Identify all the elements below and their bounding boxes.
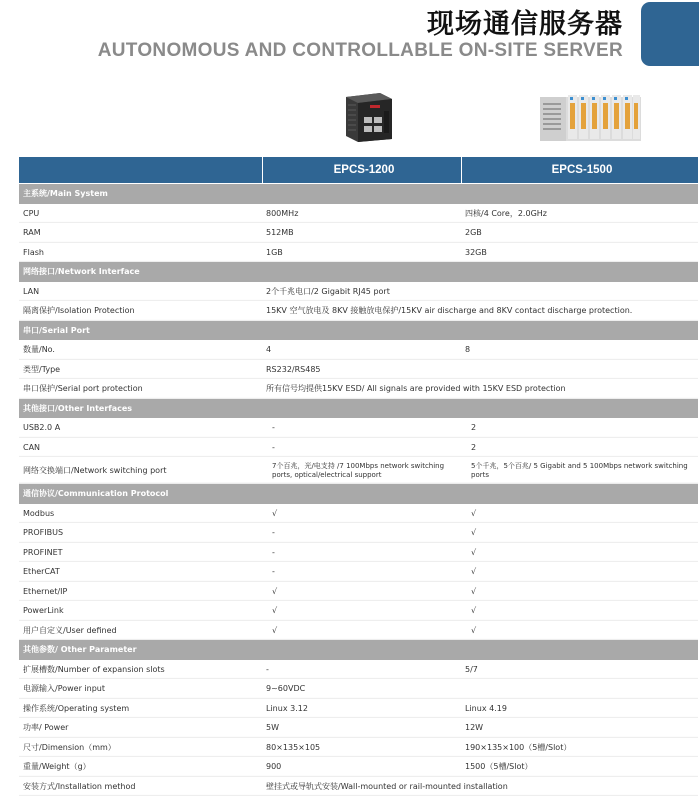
row-label: 安装方式/Installation method xyxy=(23,781,136,791)
table-row xyxy=(19,621,698,641)
epcs-1500-value: √ xyxy=(471,567,477,577)
epcs-1500-value: √ xyxy=(471,528,477,538)
shared-value-cell: 所有信号均提供15KV ESD/ All signals are provided with 15KV ESD protection xyxy=(266,384,566,394)
page-title-chinese: 现场通信服务器 xyxy=(427,9,623,40)
epcs-1200-value: 800MHz xyxy=(266,208,299,218)
row-label: CAN xyxy=(23,442,41,452)
epcs-1500-value: 32GB xyxy=(465,247,487,257)
epcs-1500-value: 1500（5槽/Slot） xyxy=(465,762,533,772)
shared-value-cell: 壁挂式或导轨式安装/Wall-mounted or rail-mounted installation xyxy=(266,781,508,791)
section-header: 其他参数/ Other Parameter xyxy=(19,640,698,660)
table-row xyxy=(19,340,698,360)
row-label: USB2.0 A xyxy=(23,423,61,433)
table-row xyxy=(19,543,698,563)
row-label: RAM xyxy=(23,228,41,238)
table-row xyxy=(19,660,698,680)
section-header: 通信协议/Communication Protocol xyxy=(19,484,698,504)
row-label: 隔离保护/Isolation Protection xyxy=(23,306,135,316)
table-row xyxy=(19,379,698,399)
row-label: Flash xyxy=(23,247,44,257)
epcs-1500-value: 2GB xyxy=(465,228,482,238)
epcs-1500-value: 四核/4 Core，2.0GHz xyxy=(465,208,547,218)
row-label: PowerLink xyxy=(23,606,64,616)
epcs-1200-value: Linux 3.12 xyxy=(266,703,308,713)
page-title-english: AUTONOMOUS AND CONTROLLABLE ON-SITE SERVER xyxy=(97,40,623,61)
epcs-1200-value: - xyxy=(272,547,275,557)
table-row xyxy=(19,360,698,380)
table-row xyxy=(19,777,698,797)
epcs-1500-value: Linux 4.19 xyxy=(465,703,507,713)
epcs-1200-value: √ xyxy=(272,625,278,635)
epcs-1200-value: - xyxy=(272,423,275,433)
row-label: 功率/ Power xyxy=(23,723,69,733)
row-label: 用户自定义/User defined xyxy=(23,625,117,635)
table-row xyxy=(19,601,698,621)
section-header: 串口/Serial Port xyxy=(19,321,698,341)
epcs-1200-value: - xyxy=(272,528,275,538)
epcs-1200-value: √ xyxy=(272,586,278,596)
epcs-1500-value: 5个千兆，5个百兆/ 5 Gigabit and 5 100Mbps network switching ports xyxy=(471,461,688,479)
row-label: 操作系统/Operating system xyxy=(23,703,130,713)
table-row xyxy=(19,282,698,302)
epcs-1200-value: 512MB xyxy=(266,228,294,238)
row-label: Modbus xyxy=(23,508,55,518)
row-label: 类型/Type xyxy=(23,364,61,374)
table-row xyxy=(19,438,698,458)
table-row xyxy=(19,457,698,484)
table-row xyxy=(19,582,698,602)
epcs-1500-value: √ xyxy=(471,606,477,616)
corner-tab-decoration xyxy=(641,2,699,66)
epcs-1500-value: 8 xyxy=(465,345,471,355)
epcs-1500-value: √ xyxy=(471,547,477,557)
row-label: 扩展槽数/Number of expansion slots xyxy=(23,664,165,674)
header-cell-epcs-1200: EPCS-1200 xyxy=(262,157,461,183)
table-row xyxy=(19,418,698,438)
epcs-1500-value: 2 xyxy=(471,423,477,433)
row-label: CPU xyxy=(23,208,40,218)
epcs-1200-value: 80×135×105 xyxy=(266,742,321,752)
table-row xyxy=(19,679,698,699)
epcs-1200-value: 7个百兆，光/电支持 /7 100Mbps network switching ports, optical/electrical support xyxy=(272,461,445,479)
table-row xyxy=(19,504,698,524)
table-header-row xyxy=(19,157,698,184)
row-label: 重量/Weight（g） xyxy=(23,762,91,772)
section-header: 其他接口/Other Interfaces xyxy=(19,399,698,419)
epcs-1200-value: - xyxy=(272,567,275,577)
epcs-1500-product-image xyxy=(540,93,641,141)
spec-table xyxy=(19,157,698,796)
table-row xyxy=(19,204,698,224)
shared-value-cell: RS232/RS485 xyxy=(266,364,321,374)
row-label: EtherCAT xyxy=(23,567,60,577)
table-row xyxy=(19,562,698,582)
row-label: PROFIBUS xyxy=(23,528,64,538)
row-label: 电源输入/Power input xyxy=(23,684,106,694)
epcs-1500-value: √ xyxy=(471,625,477,635)
table-row xyxy=(19,523,698,543)
shared-value-cell: 2个千兆电口/2 Gigabit RJ45 port xyxy=(266,286,390,296)
table-row xyxy=(19,718,698,738)
row-label: PROFINET xyxy=(23,547,63,557)
epcs-1200-value: 900 xyxy=(266,762,282,772)
section-header: 主系统/Main System xyxy=(19,184,698,204)
table-row xyxy=(19,243,698,263)
epcs-1200-value: 5W xyxy=(266,723,279,733)
table-row xyxy=(19,699,698,719)
row-label: 网络交换端口/Network switching port xyxy=(23,466,167,475)
epcs-1200-product-image xyxy=(344,91,394,143)
epcs-1500-value: 12W xyxy=(465,723,484,733)
epcs-1200-value: 1GB xyxy=(266,247,283,257)
epcs-1500-value: 190×135×100（5槽/Slot） xyxy=(465,742,572,752)
row-label: Ethernet/IP xyxy=(23,586,68,596)
epcs-1200-value: - xyxy=(266,664,269,674)
row-label: 数量/No. xyxy=(23,345,55,355)
epcs-1200-value: 4 xyxy=(266,345,272,355)
epcs-1500-value: 5/7 xyxy=(465,664,478,674)
epcs-1200-value: √ xyxy=(272,606,278,616)
table-row xyxy=(19,738,698,758)
header-cell-epcs-1500: EPCS-1500 xyxy=(461,157,698,183)
row-label: 尺寸/Dimension（mm） xyxy=(23,742,116,752)
epcs-1500-value: √ xyxy=(471,586,477,596)
section-header: 网络接口/Network Interface xyxy=(19,262,698,282)
row-label: 串口保护/Serial port protection xyxy=(23,384,143,394)
header-cell-label xyxy=(19,157,262,183)
epcs-1200-value: - xyxy=(272,442,275,452)
shared-value-cell: 9~60VDC xyxy=(266,684,306,694)
epcs-1200-value: √ xyxy=(272,508,278,518)
epcs-1500-value: 2 xyxy=(471,442,477,452)
row-label: LAN xyxy=(23,286,40,296)
table-row xyxy=(19,223,698,243)
shared-value-cell: 15KV 空气放电及 8KV 接触放电保护/15KV air discharge and 8KV contact discharge protection. xyxy=(266,306,633,316)
epcs-1500-value: √ xyxy=(471,508,477,518)
table-row xyxy=(19,757,698,777)
table-row xyxy=(19,301,698,321)
